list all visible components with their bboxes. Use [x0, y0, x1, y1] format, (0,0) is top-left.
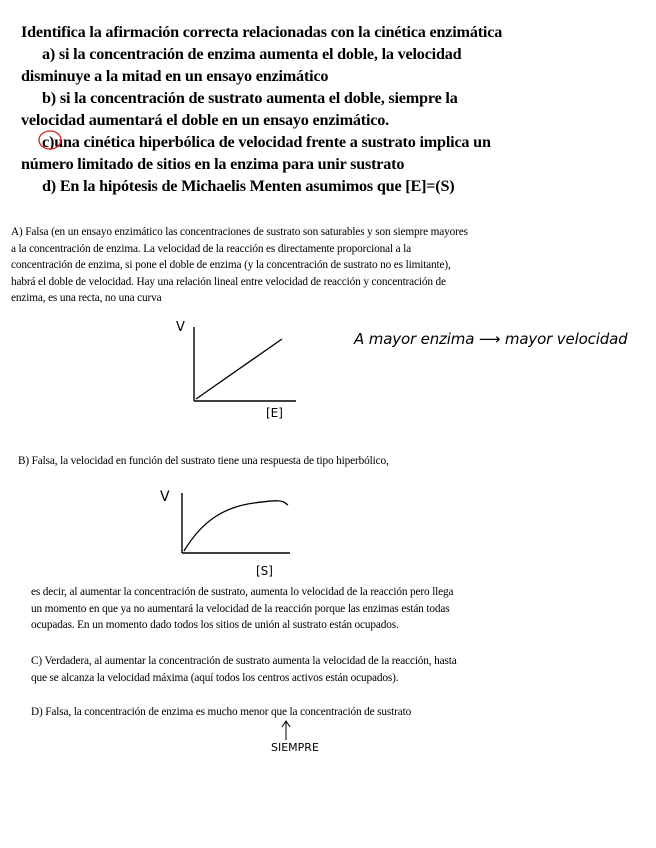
answer-a-line: enzima, es una recta, no una curva — [11, 292, 162, 305]
answer-a-line: habrá el doble de velocidad. Hay una relación lineal entre velocidad de reacción y concentración de — [11, 275, 446, 288]
answer-b-text — [31, 584, 641, 634]
option-d-line1: d) En la hipótesis de Michaelis Menten asumimos que [E]=(S) — [42, 177, 455, 195]
graph-v-vs-enzyme — [170, 315, 310, 425]
option-c — [21, 131, 641, 175]
option-c-marker: c) — [42, 131, 54, 153]
siempre-label: SIEMPRE — [271, 741, 319, 754]
graph-a-linear-line — [196, 339, 282, 399]
answer-circle-icon — [36, 128, 66, 154]
handwritten-note: A mayor enzima ⟶ mayor velocidad — [354, 330, 628, 348]
answer-b-line: un momento en que ya no aumentará la velocidad de la reacción porque las enzimas están todas — [31, 602, 450, 615]
answer-b-intro: B) Falsa, la velocidad en función del sustrato tiene una respuesta de tipo hiperbólico, — [18, 455, 389, 467]
graph-b-hyperbolic-curve — [184, 501, 288, 551]
graph-a-x-label: [E] — [266, 406, 283, 420]
graph-b-y-label: V — [160, 489, 170, 505]
option-b — [21, 87, 641, 131]
option-a-line1: a) si la concentración de enzima aumenta el doble, la velocidad — [42, 45, 462, 63]
answer-c-line: C) Verdadera, al aumentar la concentración de sustrato aumenta la velocidad de la reacción, hasta — [31, 655, 457, 667]
siempre-annotation — [268, 718, 338, 758]
option-a — [21, 43, 641, 87]
answer-d-text: D) Falsa, la concentración de enzima es mucho menor que la concentración de sustrato — [31, 706, 412, 718]
graph-v-vs-substrate — [158, 485, 298, 580]
answer-c-text — [31, 653, 641, 686]
graph-a-y-label: V — [176, 320, 185, 335]
question-title: Identifica la afirmación correcta relacionadas con la cinética enzimática — [21, 23, 503, 41]
graph-b-x-label: [S] — [256, 564, 273, 578]
answer-a-line: a la concentración de enzima. La velocidad de la reacción es directamente proporcional a la — [11, 242, 412, 255]
answer-a-line: A) Falsa (en un ensayo enzimático las concentraciones de sustrato son saturables y son siempre mayores — [11, 226, 468, 238]
option-b-line2: velocidad aumentará el doble en un ensayo enzimático. — [21, 111, 389, 129]
option-c-line2: número limitado de sitios en la enzima para unir sustrato — [21, 155, 405, 173]
answer-c-line: que se alcanza la velocidad máxima (aquí todos los centros activos están ocupados). — [31, 671, 399, 684]
option-d — [21, 175, 641, 197]
answer-b-line: es decir, al aumentar la concentración de sustrato, aumenta lo velocidad de la reacción pero llega — [31, 586, 454, 598]
answer-a-text — [11, 224, 641, 307]
option-c-line1: una cinética hiperbólica de velocidad frente a sustrato implica un — [54, 133, 491, 151]
answer-b-line: ocupadas. En un momento dado todos los sitios de unión al sustrato están ocupados. — [31, 619, 399, 632]
option-a-line2: disminuye a la mitad en un ensayo enzimático — [21, 67, 329, 85]
answer-a-line: concentración de enzima, si pone el doble de enzima (y la concentración de sustrato no es limitante), — [11, 259, 451, 272]
option-b-line1: b) si la concentración de sustrato aumenta el doble, siempre la — [42, 89, 458, 107]
